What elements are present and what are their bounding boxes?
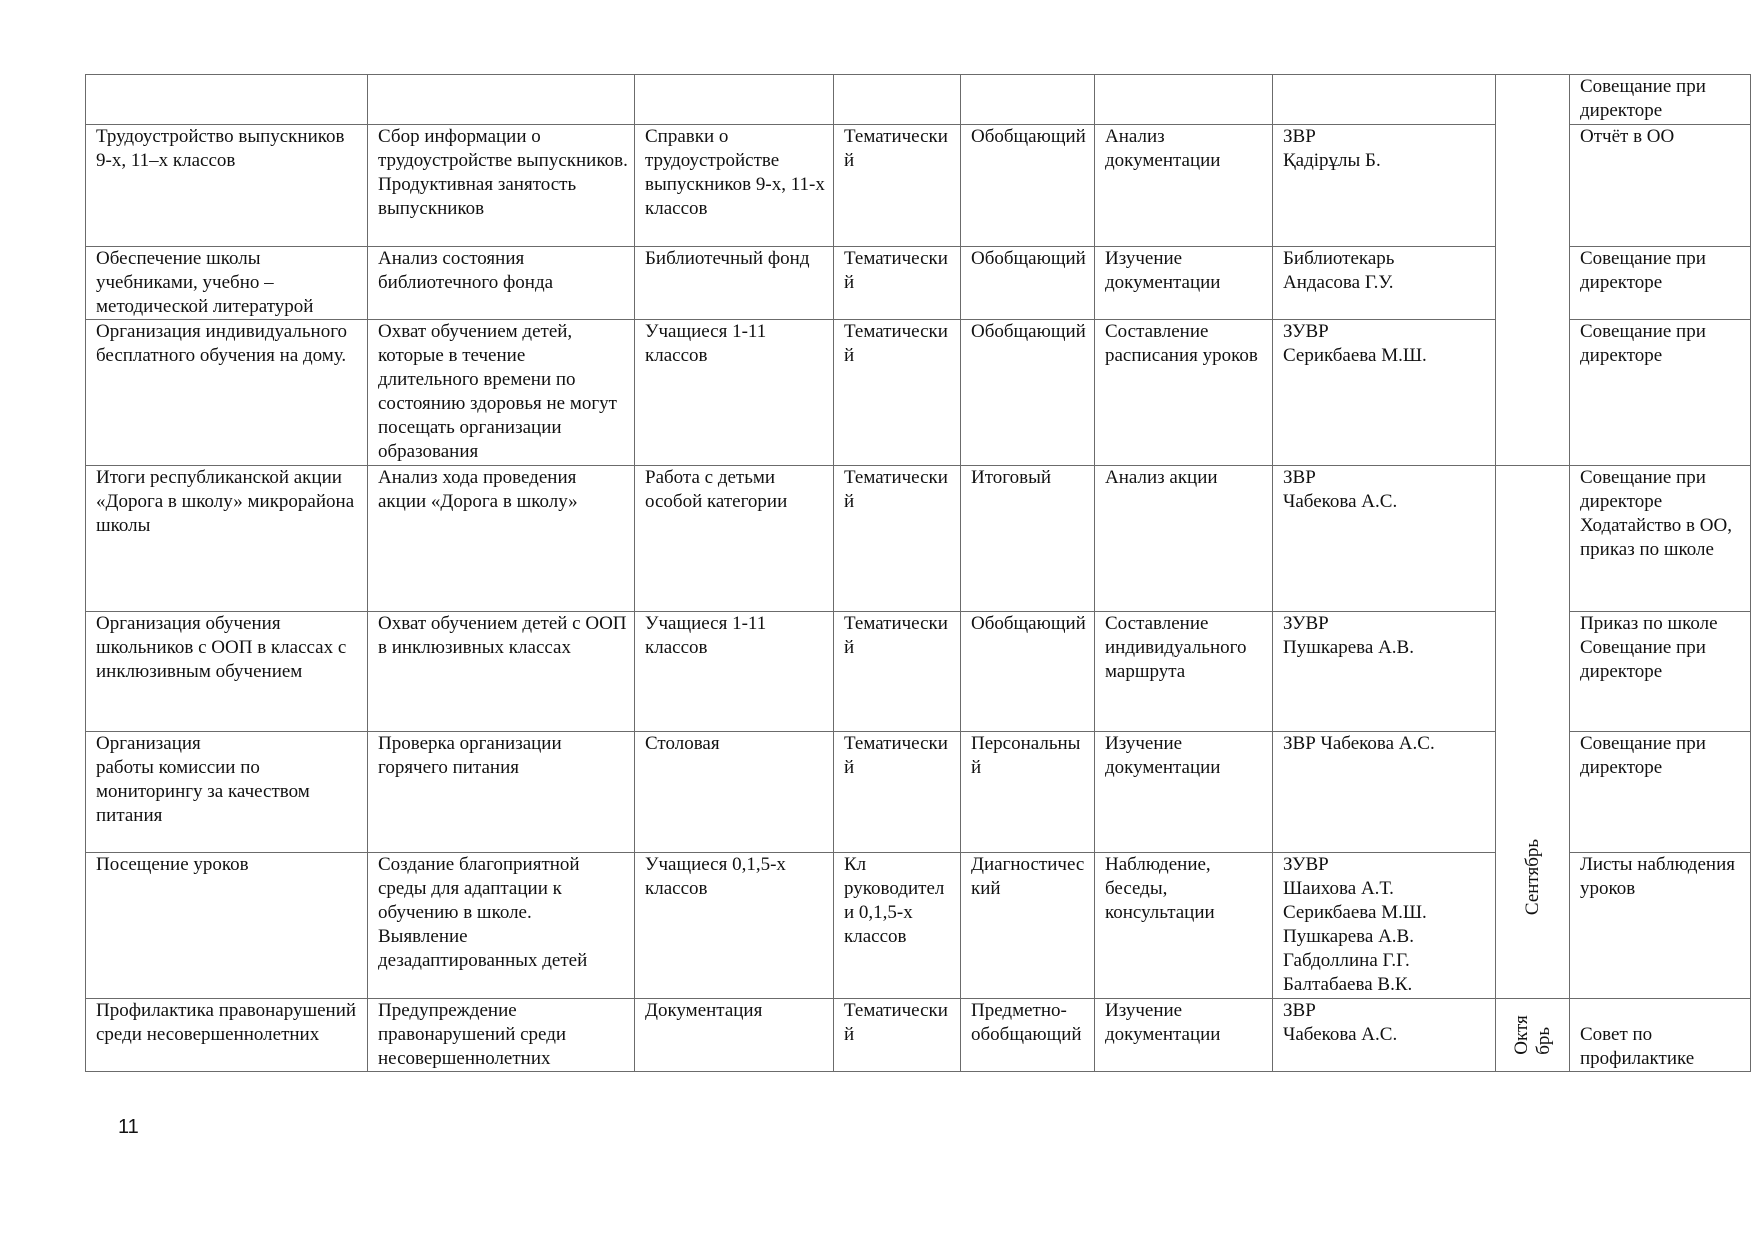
- cell-type: Кл руководители 0,1,5-х классов: [834, 853, 961, 999]
- table-row: [86, 75, 1751, 125]
- cell-topic: Организация работы комиссии по мониторингу за качеством питания: [86, 732, 368, 853]
- cell-type: Тематический: [834, 732, 961, 853]
- table-row: [86, 999, 1751, 1072]
- cell-goal: Предупреждение правонарушений среди несовершеннолетних: [368, 999, 635, 1072]
- cell-object: Документация: [635, 999, 834, 1072]
- cell-responsible: ЗВР Чабекова А.С.: [1273, 999, 1496, 1072]
- control-plan-table: [85, 74, 1751, 1072]
- cell-result: Совещание при директоре: [1570, 75, 1751, 125]
- cell-topic: Трудоустройство выпускников 9-х, 11–х классов: [86, 125, 368, 247]
- cell-kind: Предметно-обобщающий: [961, 999, 1095, 1072]
- cell-result: Отчёт в ОО: [1570, 125, 1751, 247]
- cell-method: Составление индивидуального маршрута: [1095, 612, 1273, 732]
- cell-type: Тематический: [834, 466, 961, 612]
- cell-method: Изучение документации: [1095, 247, 1273, 320]
- cell-topic: Обеспечение школы учебниками, учебно – методической литературой: [86, 247, 368, 320]
- cell-responsible: ЗУВР Серикбаева М.Ш.: [1273, 320, 1496, 466]
- cell-topic: Организация индивидуального бесплатного обучения на дому.: [86, 320, 368, 466]
- cell-method: Анализ документации: [1095, 125, 1273, 247]
- cell-goal: Создание благоприятной среды для адаптации к обучению в школе. Выявление дезадаптированных детей: [368, 853, 635, 999]
- cell-goal: Анализ состояния библиотечного фонда: [368, 247, 635, 320]
- cell-result: Совет по профилактике: [1570, 999, 1751, 1072]
- cell-goal: Охват обучением детей с ООП в инклюзивных классах: [368, 612, 635, 732]
- cell-type: Тематический: [834, 999, 961, 1072]
- cell-type: Тематический: [834, 247, 961, 320]
- cell-result: Совещание при директоре Ходатайство в ОО, приказ по школе: [1570, 466, 1751, 612]
- cell-object: Библиотечный фонд: [635, 247, 834, 320]
- cell-topic: Итоги республиканской акции «Дорога в школу» микрорайона школы: [86, 466, 368, 612]
- cell-responsible: ЗВР Чабекова А.С.: [1273, 732, 1496, 853]
- cell-kind: Итоговый: [961, 466, 1095, 612]
- cell-goal: Анализ хода проведения акции «Дорога в школу»: [368, 466, 635, 612]
- cell-object: Работа с детьми особой категории: [635, 466, 834, 612]
- cell-responsible: ЗВР Қадірұлы Б.: [1273, 125, 1496, 247]
- cell-goal: [368, 75, 635, 125]
- cell-responsible: Библиотекарь Андасова Г.У.: [1273, 247, 1496, 320]
- cell-object: Учащиеся 0,1,5-х классов: [635, 853, 834, 999]
- cell-kind: Персональный: [961, 732, 1095, 853]
- cell-result: Совещание при директоре: [1570, 247, 1751, 320]
- cell-result: Листы наблюдения уроков: [1570, 853, 1751, 999]
- cell-month-empty: [1496, 75, 1570, 466]
- cell-kind: Обобщающий: [961, 612, 1095, 732]
- cell-topic: Посещение уроков: [86, 853, 368, 999]
- cell-kind: Обобщающий: [961, 125, 1095, 247]
- cell-method: Анализ акции: [1095, 466, 1273, 612]
- cell-month-september: [1496, 466, 1570, 999]
- cell-kind: Обобщающий: [961, 320, 1095, 466]
- cell-object: Столовая: [635, 732, 834, 853]
- cell-month-october: [1496, 999, 1570, 1072]
- cell-responsible: [1273, 75, 1496, 125]
- cell-method: Наблюдение, беседы, консультации: [1095, 853, 1273, 999]
- cell-responsible: ЗУВР Пушкарева А.В.: [1273, 612, 1496, 732]
- cell-object: Справки о трудоустройстве выпускников 9-х, 11-х классов: [635, 125, 834, 247]
- cell-result: Совещание при директоре: [1570, 732, 1751, 853]
- cell-object: Учащиеся 1-11 классов: [635, 612, 834, 732]
- cell-method: Изучение документации: [1095, 999, 1273, 1072]
- cell-type: Тематический: [834, 320, 961, 466]
- cell-goal: Проверка организации горячего питания: [368, 732, 635, 853]
- cell-topic: Организация обучения школьников с ООП в классах с инклюзивным обучением: [86, 612, 368, 732]
- cell-result: Приказ по школе Совещание при директоре: [1570, 612, 1751, 732]
- cell-result: Совещание при директоре: [1570, 320, 1751, 466]
- cell-object: [635, 75, 834, 125]
- cell-kind: Диагностический: [961, 853, 1095, 999]
- cell-type: [834, 75, 961, 125]
- cell-topic: [86, 75, 368, 125]
- month-label-october: Октя брь: [1510, 1015, 1554, 1055]
- cell-object: Учащиеся 1-11 классов: [635, 320, 834, 466]
- cell-responsible: ЗУВР Шаихова А.Т. Серикбаева М.Ш. Пушкарева А.В. Габдоллина Г.Г. Балтабаева В.К.: [1273, 853, 1496, 999]
- cell-method: [1095, 75, 1273, 125]
- cell-type: Тематический: [834, 125, 961, 247]
- cell-method: Составление расписания уроков: [1095, 320, 1273, 466]
- cell-kind: Обобщающий: [961, 247, 1095, 320]
- cell-responsible: ЗВР Чабекова А.С.: [1273, 466, 1496, 612]
- cell-goal: Сбор информации о трудоустройстве выпускников. Продуктивная занятость выпускников: [368, 125, 635, 247]
- table-row: [86, 466, 1751, 612]
- cell-method: Изучение документации: [1095, 732, 1273, 853]
- cell-type: Тематический: [834, 612, 961, 732]
- month-label-september: Сентябрь: [1521, 838, 1543, 916]
- cell-topic: Профилактика правонарушений среди несовершеннолетних: [86, 999, 368, 1072]
- cell-kind: [961, 75, 1095, 125]
- cell-goal: Охват обучением детей, которые в течение длительного времени по состоянию здоровья не могут посещать организации образования: [368, 320, 635, 466]
- page-number: 11: [118, 1116, 139, 1138]
